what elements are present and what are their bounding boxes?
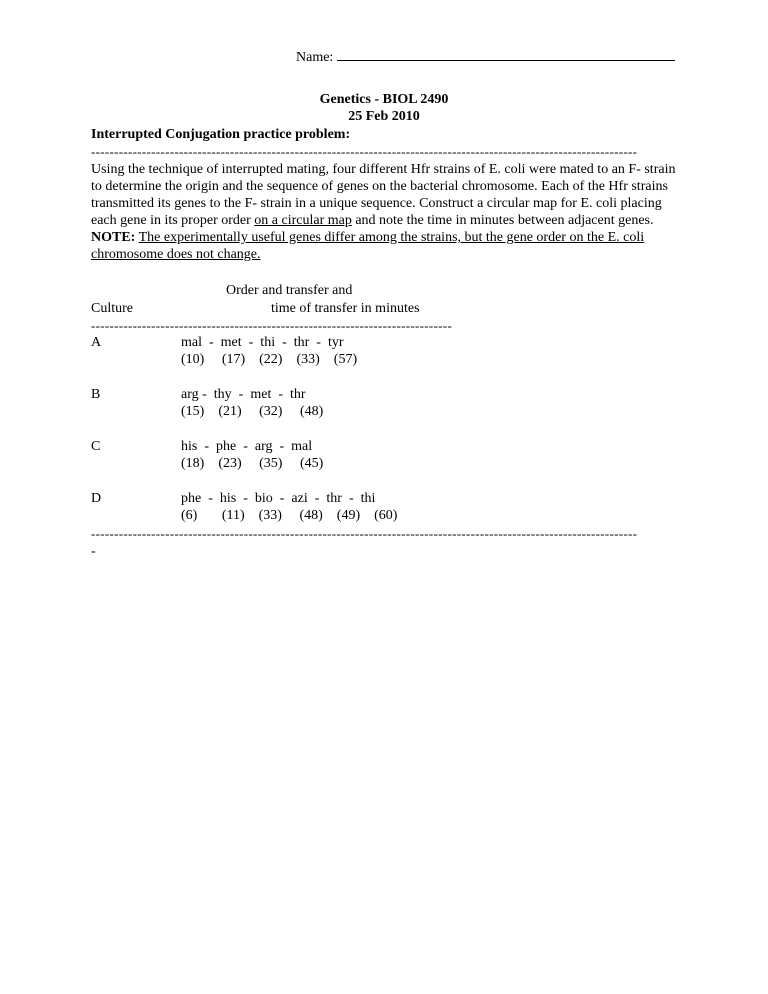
culture-label: D	[91, 491, 102, 506]
culture-label: B	[91, 387, 101, 402]
name-blank-line	[337, 46, 675, 61]
problem-title: Interrupted Conjugation practice problem:	[91, 127, 351, 142]
gene-order: phe - his - bio - azi - thr - thi	[181, 491, 376, 506]
divider-top: ----------------------------------------------------------------------------------------------------------------------	[91, 144, 638, 159]
note-text: The experimentally useful genes differ among the strains, but the gene order on the E. coli chromosome does not change.	[91, 230, 645, 262]
divider-bottom: ----------------------------------------------------------------------------------------------------------------------	[91, 526, 638, 541]
transfer-times: (6) (11) (33) (48) (49) (60)	[181, 508, 398, 523]
table-header-culture: Culture	[91, 301, 133, 316]
culture-label: C	[91, 439, 101, 454]
transfer-times: (10) (17) (22) (33) (57)	[181, 352, 358, 367]
trailing-dash: -	[91, 544, 96, 559]
name-field	[296, 46, 675, 66]
document-date: 25 Feb 2010	[348, 109, 420, 124]
gene-order: mal - met - thi - thr - tyr	[181, 335, 344, 350]
table-header-line1: Order and transfer and	[226, 283, 353, 298]
culture-label: A	[91, 335, 102, 350]
problem-paragraph: Using the technique of interrupted mating, four different Hfr strains of E. coli were mated to an F- strain to determine the origin and the sequence of genes on the bacterial chromosome. Each of the Hfr strains transmitted its genes to the F- strain in a unique sequence. Construct a circular map for E. coli placing each gene in its proper order on a circular map and note the time in minutes between adjacent genes. NOTE: The experimentally useful genes differ among the strains, but the gene order on the E. coli chromosome does not change.	[91, 162, 676, 262]
transfer-times: (15) (21) (32) (48)	[181, 404, 324, 419]
name-label: Name:	[296, 50, 334, 65]
gene-order: his - phe - arg - mal	[181, 439, 313, 454]
underlined-circular-map: on a circular map	[254, 213, 352, 228]
gene-order: arg - thy - met - thr	[181, 387, 306, 402]
note-label: NOTE:	[91, 230, 136, 245]
transfer-times: (18) (23) (35) (45)	[181, 456, 324, 471]
divider-table: ------------------------------------------------------------------------------	[91, 318, 453, 333]
course-title: Genetics - BIOL 2490	[319, 92, 449, 107]
table-header-line2: time of transfer in minutes	[271, 301, 420, 316]
